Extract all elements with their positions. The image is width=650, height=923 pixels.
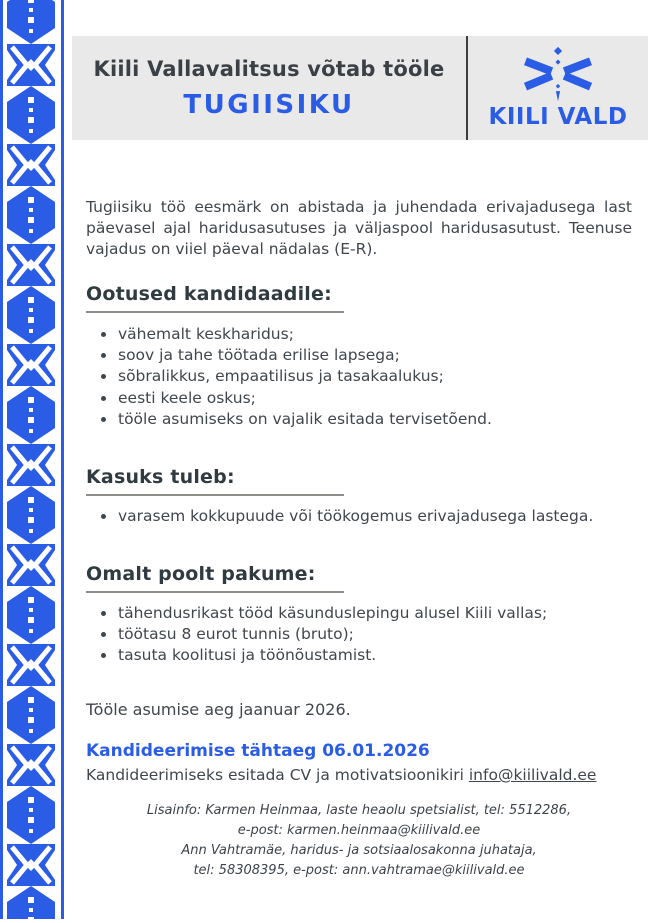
folk-pattern-icon — [0, 0, 66, 919]
apply-instruction-line — [86, 766, 632, 784]
footer-line: Lisainfo: Karmen Heinmaa, laste heaolu spetsialist, tel: 5512286, — [146, 803, 572, 818]
apply-instruction-text: Kandideerimiseks esitada CV ja motivatsioonikiri — [86, 766, 469, 784]
intro-paragraph: Tugiisiku töö eesmärk on abistada ja juhendada erivajadusega last päevasel ajal haridusasutuses ja väljaspool haridusasutust. Teenuse vajadus on viiel päeval nädalas (E-R). — [86, 197, 632, 258]
section-heading-offer: Omalt poolt pakume: — [86, 563, 344, 593]
list-item: • tööle asumiseks on vajalik esitada tervisetõend. — [117, 409, 650, 430]
folk-pattern-border — [0, 0, 66, 919]
footer-line: tel: 58308395, e-post: ann.vahtramae@kiilivald.ee — [193, 863, 525, 878]
list-item: • varasem kokkupuude või töökogemus erivajadusega lastega. — [117, 506, 650, 527]
application-deadline: Kandideerimise tähtaeg 06.01.2026 — [86, 741, 430, 761]
municipality-logo — [468, 36, 648, 140]
list-item: • töötasu 8 eurot tunnis (bruto); — [117, 624, 650, 645]
list-item: • sõbralikkus, empaatilisus ja tasakaalukus; — [117, 366, 650, 387]
header-subtitle: Kiili Vallavalitsus võtab tööle — [93, 56, 445, 81]
list-item: • tähendusrikast tööd käsunduslepingu alusel Kiili vallas; — [117, 603, 650, 624]
contact-footer — [86, 801, 632, 881]
list-item: • eesti keele oskus; — [117, 388, 650, 409]
section-heading-advantages: Kasuks tuleb: — [86, 466, 344, 496]
list-item: • soov ja tahe töötada erilise lapsega; — [117, 345, 650, 366]
advantages-list — [86, 506, 650, 527]
job-title: TUGIISIKU — [183, 89, 355, 120]
footer-line: Ann Vahtramäe, haridus- ja sotsiaalosakonna juhataja, — [181, 843, 537, 858]
header-title-block — [72, 36, 468, 140]
kiili-vald-dragonfly-icon — [514, 46, 602, 102]
section-heading-expectations: Ootused kandidaadile: — [86, 283, 344, 313]
footer-line: e-post: karmen.heinmaa@kiilivald.ee — [237, 823, 481, 838]
list-item: • tasuta koolitusi ja töönõustamist. — [117, 645, 650, 666]
expectations-list — [86, 324, 650, 430]
header-band — [72, 36, 648, 140]
start-date-line: Tööle asumise aeg jaanuar 2026. — [86, 700, 351, 719]
list-item: • vähemalt keskharidus; — [117, 324, 650, 345]
apply-email-link[interactable]: info@kiilivald.ee — [468, 766, 597, 784]
logo-wordmark: KIILI VALD — [488, 104, 628, 130]
offer-list — [86, 603, 650, 667]
